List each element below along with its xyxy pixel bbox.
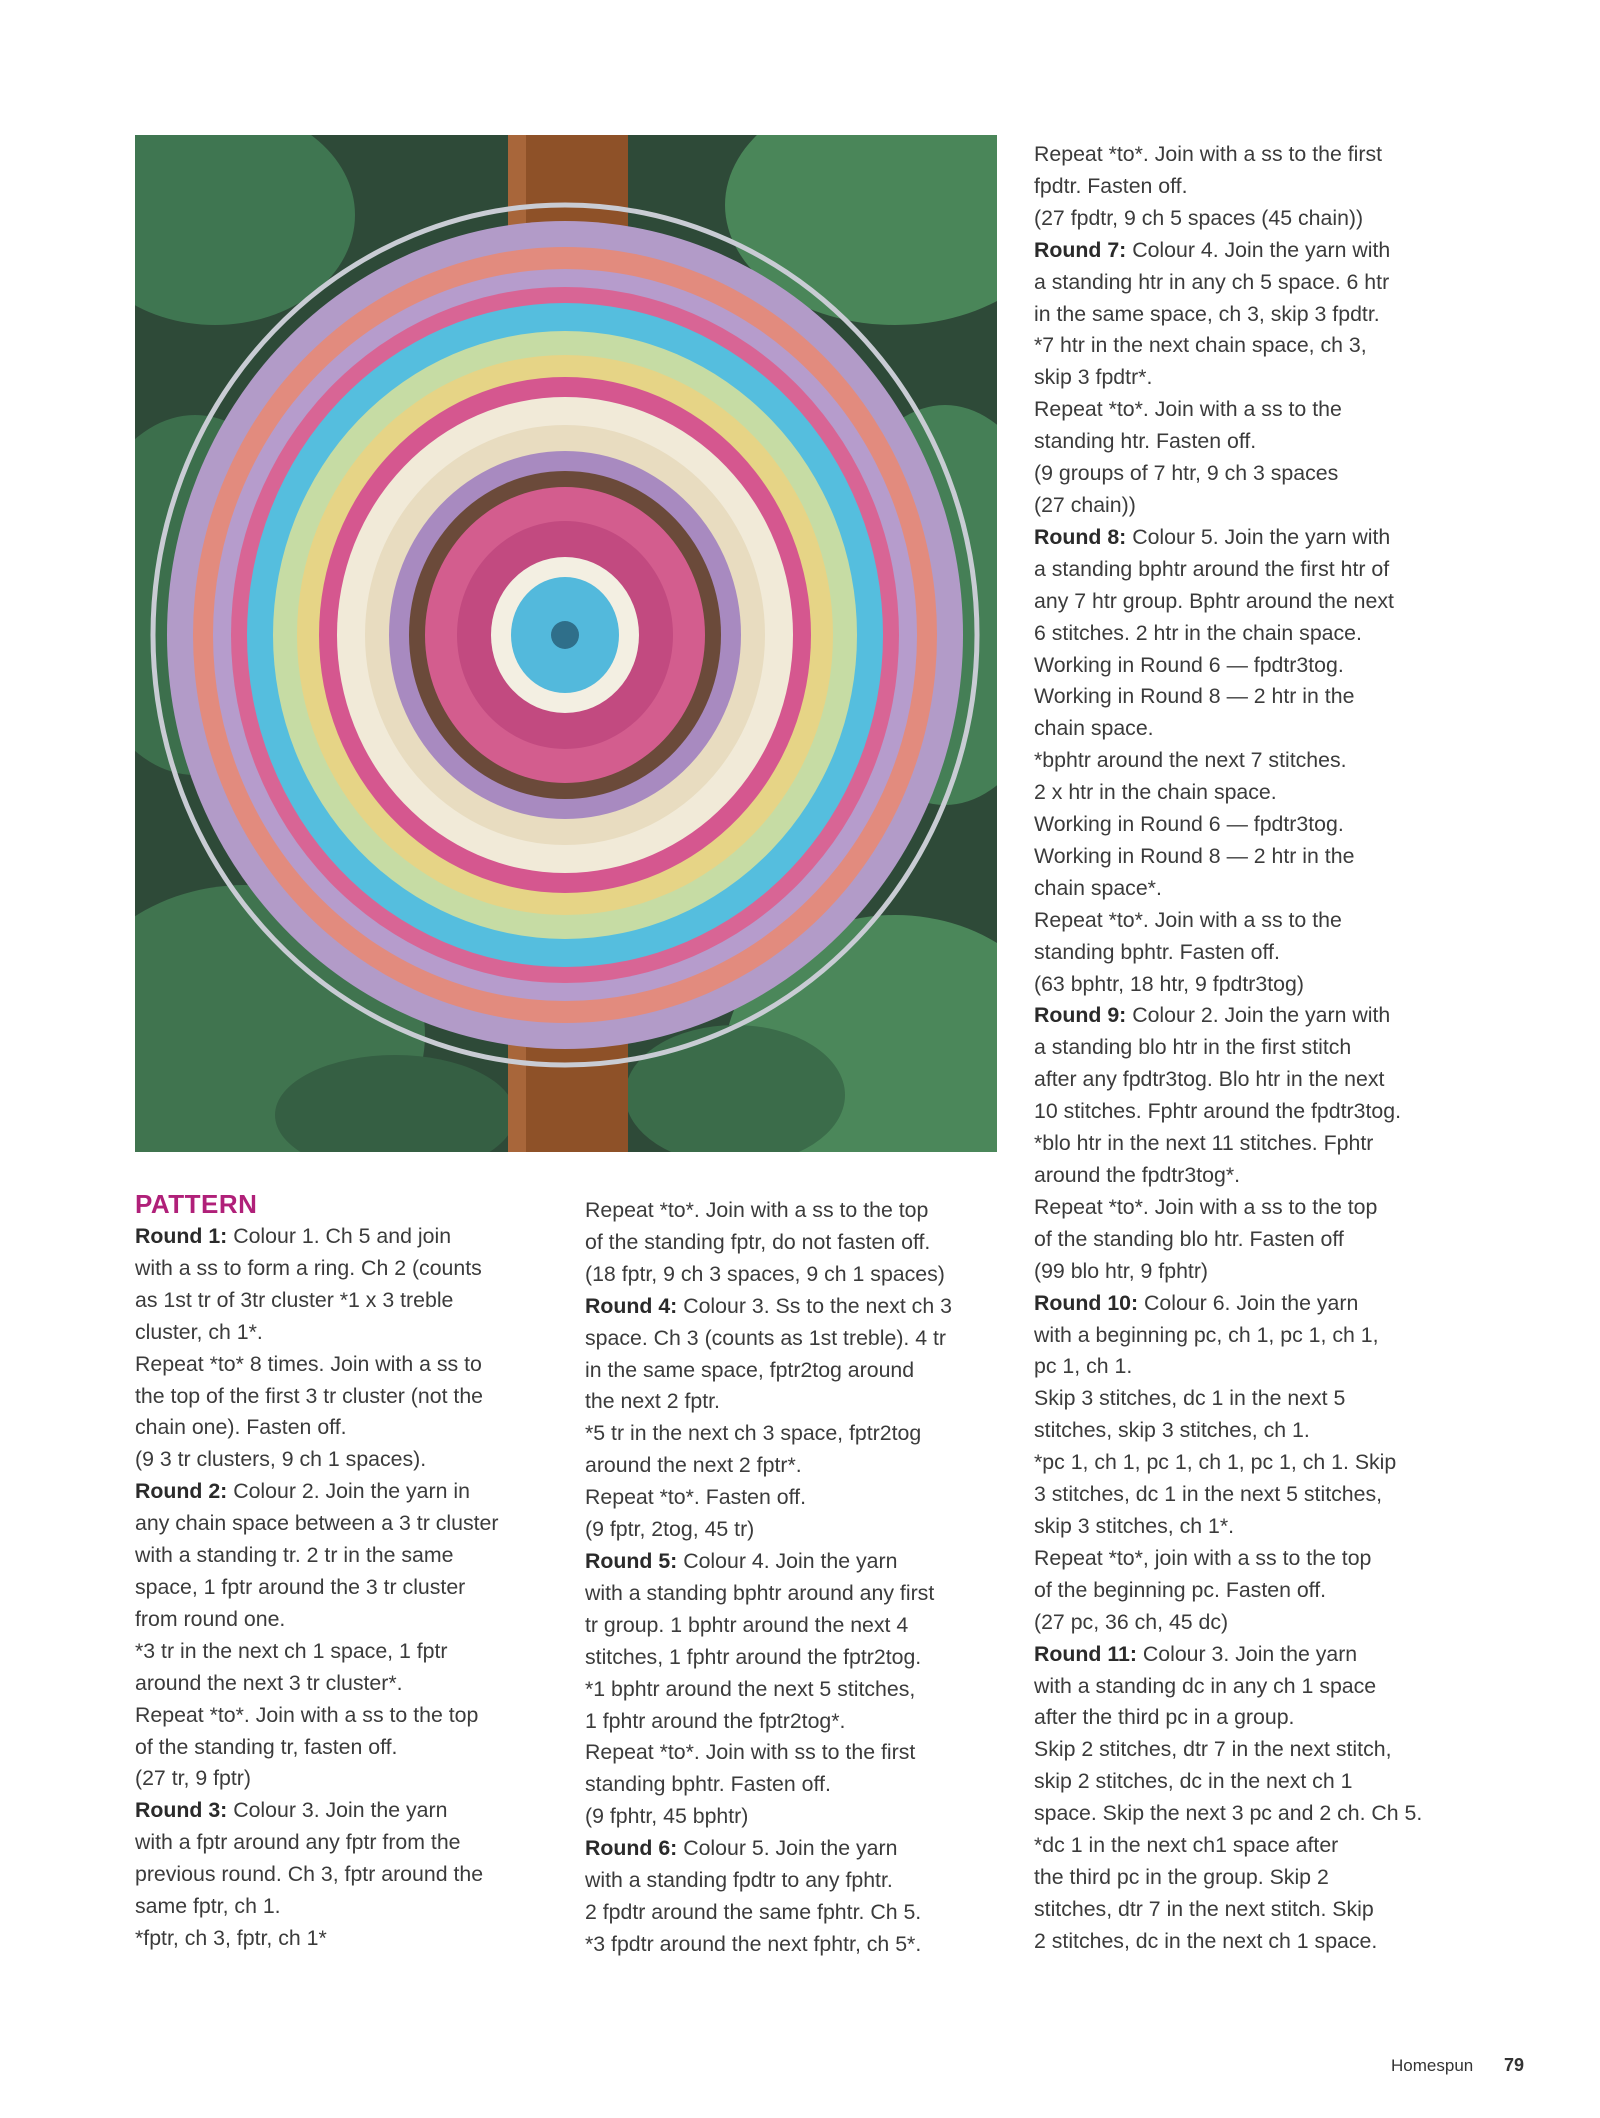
instruction-text: Colour 4. Join the yarn with xyxy=(1126,237,1391,262)
instruction-text: Colour 4. Join the yarn xyxy=(677,1548,898,1573)
instruction-text: Colour 2. Join the yarn in xyxy=(227,1479,470,1504)
text-line xyxy=(135,1444,545,1476)
text-line xyxy=(1034,1128,1454,1160)
text-line xyxy=(1034,969,1454,1001)
instruction-text: *1 bphtr around the next 5 stitches, xyxy=(585,1676,916,1701)
text-line xyxy=(1034,330,1454,362)
text-line xyxy=(135,1827,545,1859)
instruction-text: Repeat *to*. Join with a ss to the top xyxy=(585,1198,929,1222)
instruction-text: with a standing dc in any ch 1 space xyxy=(1034,1673,1377,1698)
instruction-text: Repeat *to*. Join with ss to the first xyxy=(585,1740,916,1765)
instruction-text: (18 fptr, 9 ch 3 spaces, 9 ch 1 spaces) xyxy=(585,1261,945,1286)
text-line xyxy=(585,1865,995,1897)
instruction-text: after any fpdtr3tog. Blo htr in the next xyxy=(1034,1067,1385,1092)
instruction-text: of the standing blo htr. Fasten off xyxy=(1034,1226,1344,1251)
text-line xyxy=(135,1636,545,1668)
instruction-text: Colour 3. Join the yarn xyxy=(1136,1641,1358,1666)
text-line xyxy=(1034,681,1454,713)
column-2 xyxy=(585,1195,995,1961)
text-line xyxy=(585,1642,995,1674)
text-line xyxy=(135,1891,545,1923)
column-1-lines xyxy=(135,1221,545,1955)
text-line xyxy=(585,1929,995,1961)
text-line xyxy=(1034,586,1454,618)
text-line xyxy=(1034,1288,1454,1320)
text-line xyxy=(585,1482,995,1514)
instruction-text: same fptr, ch 1. xyxy=(135,1894,281,1919)
instruction-text: chain space*. xyxy=(1034,875,1162,900)
instruction-text: *5 tr in the next ch 3 space, fptr2tog xyxy=(585,1421,922,1446)
round-label: Round 7: xyxy=(1034,237,1127,262)
text-line xyxy=(1034,1830,1454,1862)
text-line xyxy=(585,1706,995,1738)
text-line xyxy=(585,1418,995,1450)
instruction-text: Colour 3. Join the yarn xyxy=(227,1798,448,1823)
text-line xyxy=(585,1355,995,1387)
instruction-text: stitches, 1 fphtr around the fptr2tog. xyxy=(585,1644,922,1669)
text-line xyxy=(585,1227,995,1259)
text-line xyxy=(135,1572,545,1604)
instruction-text: with a standing fpdtr to any fphtr. xyxy=(585,1868,893,1893)
text-line xyxy=(585,1897,995,1929)
text-line xyxy=(1034,490,1454,522)
instruction-text: (9 fphtr, 45 bphtr) xyxy=(585,1804,749,1829)
text-line xyxy=(135,1540,545,1572)
text-line xyxy=(585,1546,995,1578)
instruction-text: chain one). Fasten off. xyxy=(135,1415,347,1440)
text-line xyxy=(1034,426,1454,458)
instruction-text: tr group. 1 bphtr around the next 4 xyxy=(585,1612,909,1637)
instruction-text: in the same space, fptr2tog around xyxy=(585,1357,915,1382)
instruction-text: 2 stitches, dc in the next ch 1 space. xyxy=(1034,1928,1378,1953)
text-line xyxy=(585,1259,995,1291)
text-line xyxy=(135,1668,545,1700)
instruction-text: 3 stitches, dc 1 in the next 5 stitches, xyxy=(1034,1482,1383,1507)
instruction-text: (9 3 tr clusters, 9 ch 1 spaces). xyxy=(135,1447,427,1472)
instruction-text: *7 htr in the next chain space, ch 3, xyxy=(1034,333,1367,358)
instruction-text: from round one. xyxy=(135,1606,286,1631)
text-line xyxy=(1034,235,1454,267)
instruction-text: a standing blo htr in the first stitch xyxy=(1034,1035,1352,1060)
round-label: Round 4: xyxy=(585,1293,678,1318)
instruction-text: Repeat *to*. Join with a ss to the top xyxy=(1034,1194,1378,1219)
instruction-text: *3 fpdtr around the next fphtr, ch 5*. xyxy=(585,1931,922,1956)
instruction-text: (27 pc, 36 ch, 45 dc) xyxy=(1034,1609,1229,1634)
text-line xyxy=(1034,1766,1454,1798)
instruction-text: (27 fpdtr, 9 ch 5 spaces (45 chain)) xyxy=(1034,205,1364,230)
text-line xyxy=(585,1737,995,1769)
instruction-text: standing bphtr. Fasten off. xyxy=(1034,939,1280,964)
text-line xyxy=(585,1833,995,1865)
instruction-text: with a beginning pc, ch 1, pc 1, ch 1, xyxy=(1034,1322,1379,1347)
text-line xyxy=(585,1769,995,1801)
instruction-text: skip 3 stitches, ch 1*. xyxy=(1034,1513,1235,1538)
text-line xyxy=(1034,777,1454,809)
instruction-text: Working in Round 6 — fpdtr3tog. xyxy=(1034,812,1344,837)
text-line xyxy=(1034,809,1454,841)
instruction-text: Working in Round 8 — 2 htr in the xyxy=(1034,843,1355,868)
text-line xyxy=(1034,745,1454,777)
instruction-text: stitches, skip 3 stitches, ch 1. xyxy=(1034,1418,1310,1443)
instruction-text: Skip 3 stitches, dc 1 in the next 5 xyxy=(1034,1386,1346,1411)
text-line xyxy=(135,1859,545,1891)
text-line xyxy=(1034,1351,1454,1383)
text-line xyxy=(1034,1096,1454,1128)
text-line xyxy=(1034,1032,1454,1064)
instruction-text: any 7 htr group. Bphtr around the next xyxy=(1034,588,1394,613)
text-line xyxy=(1034,1160,1454,1192)
text-line xyxy=(135,1349,545,1381)
instruction-text: of the standing fptr, do not fasten off. xyxy=(585,1229,931,1254)
text-line xyxy=(585,1386,995,1418)
text-line xyxy=(1034,841,1454,873)
page-number: 79 xyxy=(1503,2055,1524,2075)
instruction-text: the next 2 fptr. xyxy=(585,1389,720,1414)
magazine-name: Homespun xyxy=(1391,2056,1474,2075)
text-line xyxy=(1034,554,1454,586)
text-line xyxy=(135,1317,545,1349)
instruction-text: Colour 1. Ch 5 and join xyxy=(227,1224,452,1248)
round-label: Round 9: xyxy=(1034,1003,1127,1028)
instruction-text: (99 blo htr, 9 fphtr) xyxy=(1034,1258,1209,1283)
text-line xyxy=(585,1610,995,1642)
instruction-text: (9 groups of 7 htr, 9 ch 3 spaces xyxy=(1034,461,1339,486)
text-line xyxy=(135,1604,545,1636)
text-line xyxy=(1034,1926,1454,1958)
instruction-text: *blo htr in the next 11 stitches. Fphtr xyxy=(1034,1131,1374,1156)
text-line xyxy=(1034,203,1454,235)
round-label: Round 8: xyxy=(1034,524,1127,549)
text-line xyxy=(135,1221,545,1253)
text-line xyxy=(585,1801,995,1833)
instruction-text: Skip 2 stitches, dtr 7 in the next stitch, xyxy=(1034,1737,1392,1762)
text-line xyxy=(1034,139,1454,171)
text-line xyxy=(135,1763,545,1795)
instruction-text: the third pc in the group. Skip 2 xyxy=(1034,1864,1329,1889)
instruction-text: (9 fptr, 2tog, 45 tr) xyxy=(585,1517,755,1542)
text-line xyxy=(1034,362,1454,394)
instruction-text: fpdtr. Fasten off. xyxy=(1034,173,1188,198)
text-line xyxy=(585,1291,995,1323)
text-line xyxy=(1034,1862,1454,1894)
column-3-lines xyxy=(1034,139,1454,1958)
instruction-text: 6 stitches. 2 htr in the chain space. xyxy=(1034,620,1362,645)
round-label: Round 2: xyxy=(135,1479,228,1504)
instruction-text: Repeat *to*. Join with a ss to the first xyxy=(1034,142,1383,166)
text-line xyxy=(135,1412,545,1444)
text-line xyxy=(1034,267,1454,299)
instruction-text: space. Ch 3 (counts as 1st treble). 4 tr xyxy=(585,1325,947,1350)
instruction-text: *bphtr around the next 7 stitches. xyxy=(1034,748,1347,773)
instruction-text: as 1st tr of 3tr cluster *1 x 3 treble xyxy=(135,1287,454,1312)
round-label: Round 5: xyxy=(585,1548,678,1573)
text-line xyxy=(1034,1798,1454,1830)
text-line xyxy=(1034,394,1454,426)
instruction-text: of the beginning pc. Fasten off. xyxy=(1034,1577,1327,1602)
instruction-text: after the third pc in a group. xyxy=(1034,1705,1295,1730)
text-line xyxy=(1034,905,1454,937)
text-line xyxy=(135,1795,545,1827)
instruction-text: pc 1, ch 1. xyxy=(1034,1354,1133,1379)
instruction-text: any chain space between a 3 tr cluster xyxy=(135,1511,499,1536)
instruction-text: Colour 5. Join the yarn xyxy=(677,1836,898,1861)
instruction-text: space. Skip the next 3 pc and 2 ch. Ch 5. xyxy=(1034,1801,1423,1826)
instruction-text: Repeat *to*. Fasten off. xyxy=(585,1485,806,1510)
text-line xyxy=(585,1450,995,1482)
instruction-text: Colour 6. Join the yarn xyxy=(1138,1290,1359,1315)
page-footer xyxy=(1391,2055,1524,2076)
crochet-mandala-photo xyxy=(135,135,997,1152)
instruction-text: chain space. xyxy=(1034,716,1154,741)
instruction-text: *pc 1, ch 1, pc 1, ch 1, pc 1, ch 1. Skip xyxy=(1034,1450,1397,1475)
instruction-text: (27 tr, 9 fptr) xyxy=(135,1766,251,1791)
text-line xyxy=(1034,713,1454,745)
text-line xyxy=(1034,1607,1454,1639)
instruction-text: with a fptr around any fptr from the xyxy=(135,1830,461,1855)
instruction-text: Colour 2. Join the yarn with xyxy=(1126,1003,1391,1028)
instruction-text: (63 bphtr, 18 htr, 9 fpdtr3tog) xyxy=(1034,971,1304,996)
text-line xyxy=(1034,618,1454,650)
text-line xyxy=(1034,1734,1454,1766)
round-label: Round 11: xyxy=(1034,1641,1137,1666)
instruction-text: skip 2 stitches, dc in the next ch 1 xyxy=(1034,1769,1353,1794)
text-line xyxy=(1034,522,1454,554)
instruction-text: *dc 1 in the next ch1 space after xyxy=(1034,1833,1339,1858)
text-line xyxy=(1034,1894,1454,1926)
instruction-text: 10 stitches. Fphtr around the fpdtr3tog. xyxy=(1034,1099,1401,1124)
crochet-mandala-illustration xyxy=(135,135,997,1152)
instruction-text: Repeat *to* 8 times. Join with a ss to xyxy=(135,1351,482,1376)
instruction-text: Repeat *to*, join with a ss to the top xyxy=(1034,1545,1372,1570)
text-line xyxy=(135,1923,545,1955)
text-line xyxy=(585,1323,995,1355)
column-2-lines xyxy=(585,1195,995,1961)
text-line xyxy=(1034,1511,1454,1543)
instruction-text: around the fpdtr3tog*. xyxy=(1034,1163,1241,1187)
text-line xyxy=(1034,1000,1454,1032)
text-line xyxy=(1034,1702,1454,1734)
instruction-text: (27 chain)) xyxy=(1034,492,1136,517)
text-line xyxy=(1034,299,1454,331)
text-line xyxy=(1034,1224,1454,1256)
instruction-text: 2 fpdtr around the same fphtr. Ch 5. xyxy=(585,1899,922,1924)
column-1 xyxy=(135,1187,545,1955)
instruction-text: cluster, ch 1*. xyxy=(135,1319,263,1344)
instruction-text: with a standing tr. 2 tr in the same xyxy=(135,1543,454,1568)
round-label: Round 10: xyxy=(1034,1290,1139,1315)
instruction-text: around the next 3 tr cluster*. xyxy=(135,1670,403,1695)
text-line xyxy=(1034,1479,1454,1511)
instruction-text: standing htr. Fasten off. xyxy=(1034,429,1257,454)
text-line xyxy=(585,1674,995,1706)
instruction-text: previous round. Ch 3, fptr around the xyxy=(135,1862,484,1887)
text-line xyxy=(1034,1671,1454,1703)
instruction-text: 1 fphtr around the fptr2tog*. xyxy=(585,1708,846,1733)
text-line xyxy=(135,1732,545,1764)
text-line xyxy=(135,1476,545,1508)
instruction-text: in the same space, ch 3, skip 3 fpdtr. xyxy=(1034,301,1380,326)
instruction-text: Colour 3. Ss to the next ch 3 xyxy=(677,1293,952,1318)
instruction-text: with a standing bphtr around any first xyxy=(585,1580,935,1605)
text-line xyxy=(1034,1256,1454,1288)
round-label: Round 6: xyxy=(585,1836,678,1861)
instruction-text: the top of the first 3 tr cluster (not the xyxy=(135,1383,484,1408)
instruction-text: Working in Round 6 — fpdtr3tog. xyxy=(1034,652,1344,677)
round-label: Round 1: xyxy=(135,1224,228,1248)
pattern-heading: PATTERN xyxy=(135,1189,258,1219)
instruction-text: *fptr, ch 3, fptr, ch 1* xyxy=(135,1925,327,1950)
instruction-text: a standing bphtr around the first htr of xyxy=(1034,556,1390,581)
instruction-text: a standing htr in any ch 5 space. 6 htr xyxy=(1034,269,1390,294)
text-line xyxy=(1034,1415,1454,1447)
instruction-text: of the standing tr, fasten off. xyxy=(135,1734,398,1759)
text-line xyxy=(1034,873,1454,905)
text-line xyxy=(1034,1383,1454,1415)
instruction-text: space, 1 fptr around the 3 tr cluster xyxy=(135,1574,466,1599)
text-line xyxy=(1034,650,1454,682)
text-line xyxy=(135,1253,545,1285)
text-line xyxy=(1034,1192,1454,1224)
text-line xyxy=(585,1514,995,1546)
text-line xyxy=(1034,1575,1454,1607)
text-line xyxy=(1034,458,1454,490)
text-line xyxy=(135,1381,545,1413)
text-line xyxy=(585,1195,995,1227)
text-line xyxy=(1034,937,1454,969)
instruction-text: Working in Round 8 — 2 htr in the xyxy=(1034,684,1355,709)
instruction-text: with a ss to form a ring. Ch 2 (counts xyxy=(135,1255,482,1280)
instruction-text: around the next 2 fptr*. xyxy=(585,1453,802,1478)
instruction-text: Repeat *to*. Join with a ss to the xyxy=(1034,907,1342,932)
instruction-text: 2 x htr in the chain space. xyxy=(1034,780,1277,805)
text-line xyxy=(135,1508,545,1540)
text-line xyxy=(135,1700,545,1732)
text-line xyxy=(1034,1543,1454,1575)
text-line xyxy=(1034,1447,1454,1479)
text-line xyxy=(1034,1639,1454,1671)
instruction-text: stitches, dtr 7 in the next stitch. Skip xyxy=(1034,1896,1374,1921)
instruction-text: skip 3 fpdtr*. xyxy=(1034,365,1153,390)
round-label: Round 3: xyxy=(135,1798,228,1823)
instruction-text: Colour 5. Join the yarn with xyxy=(1126,524,1391,549)
text-line xyxy=(135,1285,545,1317)
text-line xyxy=(585,1578,995,1610)
text-line xyxy=(1034,1320,1454,1352)
column-3 xyxy=(1034,139,1454,1958)
instruction-text: Repeat *to*. Join with a ss to the top xyxy=(135,1702,479,1727)
text-line xyxy=(1034,1064,1454,1096)
text-line xyxy=(1034,171,1454,203)
instruction-text: *3 tr in the next ch 1 space, 1 fptr xyxy=(135,1638,448,1663)
instruction-text: Repeat *to*. Join with a ss to the xyxy=(1034,397,1342,422)
instruction-text: standing bphtr. Fasten off. xyxy=(585,1772,831,1797)
